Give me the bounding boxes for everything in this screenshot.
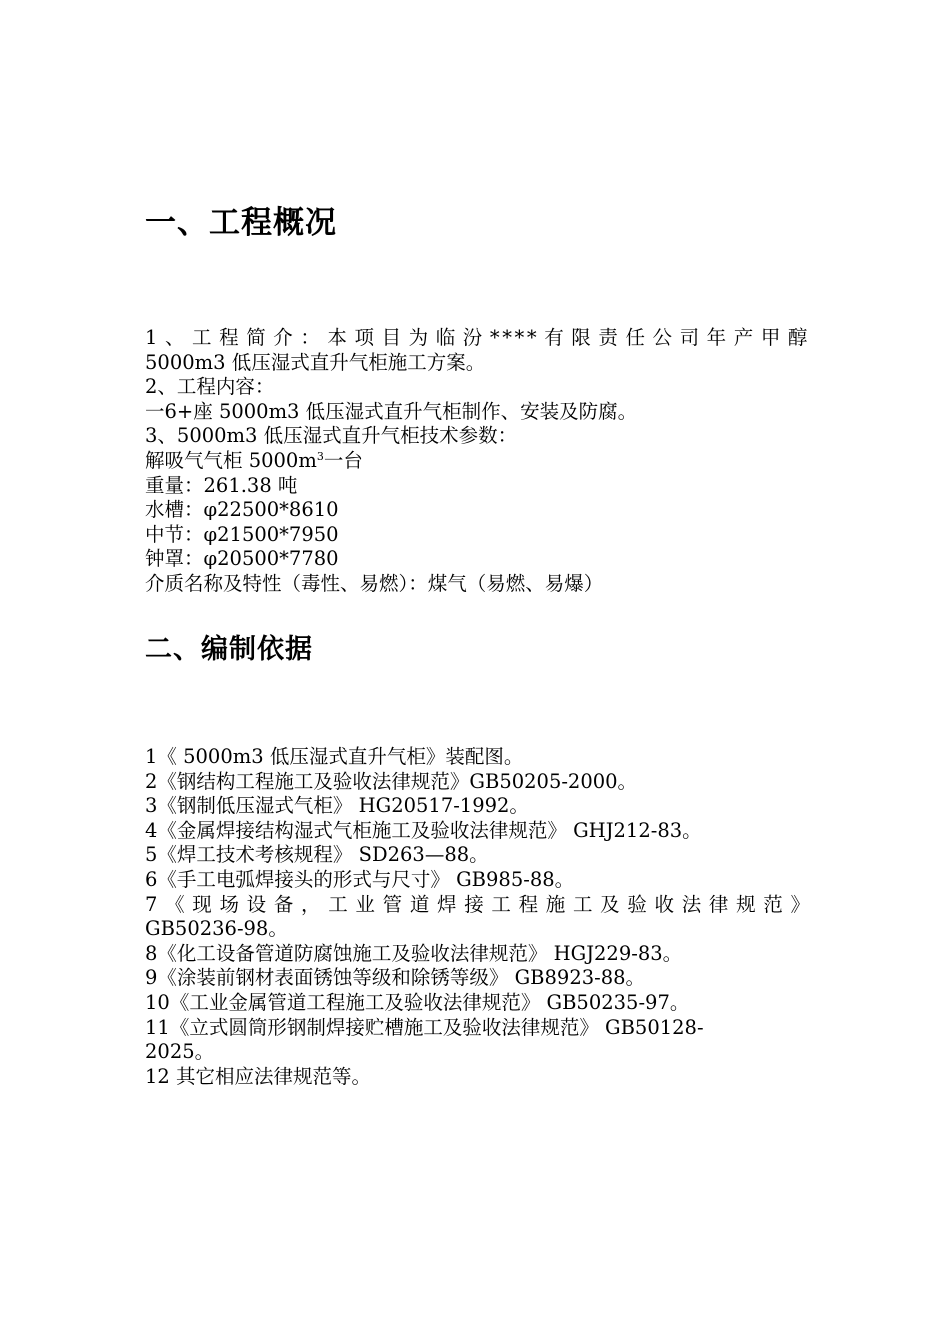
weight-spec: 重量：261.38 吨 [145,473,298,497]
basis-item-continued: GB50236-98。 [145,917,288,941]
gas-holder-prefix: 解吸气气柜 5000m [145,448,317,472]
basis-item: 1《 5000m3 低压湿式直升气柜》装配图。 [145,745,524,768]
section-title-basis: 二、编制依据 [145,634,313,665]
basis-item: 7《现场设备，工业管道焊接工程施工及验收法律规范》 [145,892,810,916]
tech-params-label: 3、5000m3 低压湿式直升气柜技术参数： [145,424,518,448]
water-tank-spec: 水槽：φ22500*8610 [145,498,339,522]
basis-item: 4《金属焊接结构湿式气柜施工及验收法律规范》 GHJ212-83。 [145,818,702,842]
project-content-text: 一6+座 5000m3 低压湿式直升气柜制作、安装及防腐。 [145,399,638,423]
basis-item: 11《立式圆筒形钢制焊接贮槽施工及验收法律规范》 GB50128- [145,1015,704,1039]
basis-item: 5《焊工技术考核规程》 SD263—88。 [145,843,489,867]
medium-spec: 介质名称及特性（毒性、易燃）：煤气（易燃、易爆） [145,571,604,595]
basis-item: 2《钢结构工程施工及验收法律规范》GB50205-2000。 [145,769,638,793]
section-overview-body [145,326,810,597]
project-intro-line-1: 1、工程简介：本项目为临汾****有限责任公司年产甲醇 [145,326,810,349]
project-content-label: 2、工程内容： [145,375,275,399]
gas-holder-suffix: 一台 [323,448,363,472]
basis-item-continued: 2025。 [145,1040,215,1064]
gas-holder-spec [145,449,810,474]
section-title-overview: 一、工程概况 [145,205,337,241]
section-basis-body [145,745,810,1089]
basis-item: 12 其它相应法律规范等。 [145,1064,372,1088]
basis-item: 3《钢制低压湿式气柜》 HG20517-1992。 [145,794,529,818]
basis-item: 9《涂装前钢材表面锈蚀等级和除锈等级》 GB8923-88。 [145,966,646,990]
project-intro-line-2: 5000m3 低压湿式直升气柜施工方案。 [145,350,486,374]
middle-section-spec: 中节：φ21500*7950 [145,522,339,546]
bell-spec: 钟罩：φ20500*7780 [145,547,339,571]
basis-item: 8《化工设备管道防腐蚀施工及验收法律规范》 HGJ229-83。 [145,941,683,965]
basis-item: 6《手工电弧焊接头的形式与尺寸》 GB985-88。 [145,867,575,891]
basis-item: 10《工业金属管道工程施工及验收法律规范》 GB50235-97。 [145,990,690,1014]
gas-holder-exponent: 3 [316,449,324,463]
